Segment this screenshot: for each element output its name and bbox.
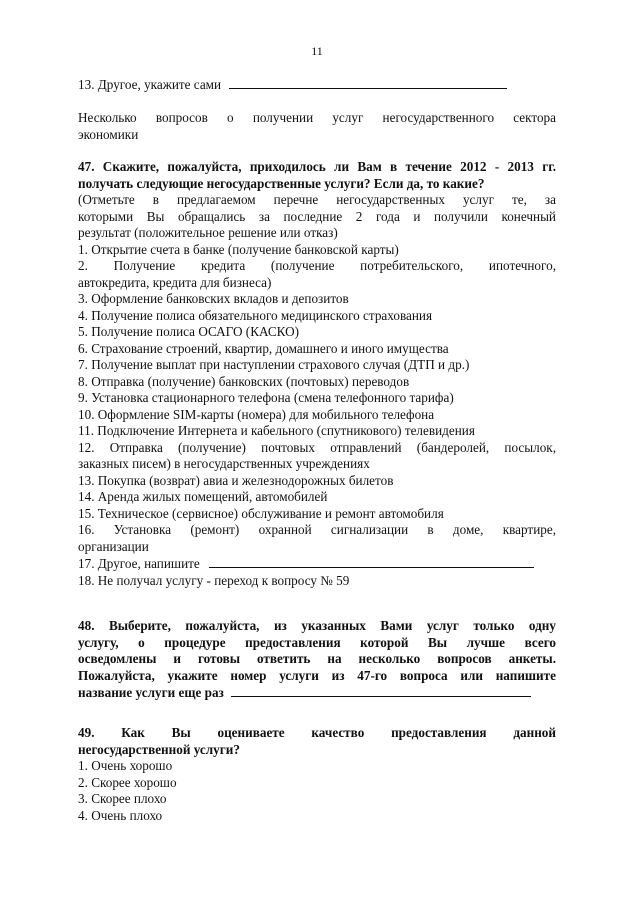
q47-option-other-row [78, 555, 556, 573]
q47-option[interactable]: 13. Покупка (возврат) авиа и железнодорожных билетов [78, 472, 394, 488]
q49-option[interactable]: 3. Скорее плохо [78, 791, 167, 806]
q48-line: 48. Выберите, пожалуйста, из указанных Вами услуг только одну [78, 618, 556, 633]
q47-option[interactable]: 6. Страхование строений, квартир, домашнего и иного имущества [78, 340, 449, 356]
q47-option[interactable]: 3. Оформление банковских вкладов и депозитов [78, 291, 349, 306]
q47-option[interactable]: 5. Получение полиса ОСАГО (КАСКО) [78, 324, 300, 339]
question-48 [78, 618, 556, 702]
q13-other-label: 13. Другое, укажите сами [78, 77, 222, 92]
section-intro [78, 110, 556, 143]
q47-option[interactable]: 8. Отправка (получение) банковских (почтовых) переводов [78, 373, 410, 389]
q13-other-row [78, 76, 556, 94]
q47-note-line: (Отметьте в предлагаемом перечне негосударственных услуг те, за [78, 192, 556, 207]
q47-option[interactable]: 7. Получение выплат при наступлении страхового случая (ДТП и др.) [78, 357, 470, 372]
q47-option[interactable]: 10. Оформление SIM-карты (номера) для мобильного телефона [78, 406, 435, 422]
intro-line: Несколько вопросов о получении услуг негосударственного сектора [78, 110, 556, 125]
q47-option[interactable]: 17. Другое, напишите [78, 556, 200, 571]
q47-option[interactable]: 2. Получение кредита (получение потребительского, ипотечного, [78, 258, 556, 273]
q48-answer-blank[interactable] [231, 684, 531, 697]
q47-title-line: получать следующие негосударственные услуги? Если да, то какие? [78, 175, 485, 191]
question-47 [78, 159, 556, 589]
question-49 [78, 725, 556, 824]
q49-title-line: 49. Как Вы оцениваете качество предоставления данной [78, 725, 556, 740]
q47-other-answer-blank[interactable] [209, 555, 534, 568]
page-number: 11 [311, 44, 323, 58]
q49-title-line: негосударственной услуги? [78, 741, 240, 757]
q49-option[interactable]: 4. Очень плохо [78, 807, 163, 823]
q48-line: Пожалуйста, укажите номер услуги из 47-го вопроса или напишите [78, 667, 556, 683]
q13-answer-blank[interactable] [229, 76, 507, 89]
q47-option[interactable]: 12. Отправка (получение) почтовых отправлений (бандеролей, посылок, [78, 439, 556, 455]
q47-option[interactable]: 18. Не получал услугу - переход к вопросу № 59 [78, 572, 350, 588]
q47-option[interactable]: 9. Установка стационарного телефона (смена телефонного тарифа) [78, 390, 454, 405]
q47-option[interactable]: 4. Получение полиса обязательного медицинского страхования [78, 307, 433, 323]
q47-title-line: 47. Скажите, пожалуйста, приходилось ли Вам в течение 2012 - 2013 гг. [78, 159, 556, 174]
q47-note-line: которыми Вы обращались за последние 2 года и получили конечный [78, 208, 556, 224]
q47-option[interactable]: 16. Установка (ремонт) охранной сигнализации в доме, квартире, [78, 522, 556, 537]
q48-line: осведомлены и готовы ответить на несколько вопросов анкеты. [78, 651, 556, 666]
q47-option[interactable]: 11. Подключение Интернета и кабельного (спутникового) телевидения [78, 423, 475, 438]
q49-option[interactable]: 1. Очень хорошо [78, 758, 173, 773]
q47-option[interactable]: 14. Аренда жилых помещений, автомобилей [78, 489, 328, 504]
q47-option-cont: организации [78, 538, 149, 554]
q47-note-line: результат (положительное решение или отказ) [78, 225, 338, 240]
q48-line: название услуги еще раз [78, 685, 224, 700]
q49-option[interactable]: 2. Скорее хорошо [78, 774, 177, 790]
q47-option[interactable]: 15. Техническое (сервисное) обслуживание и ремонт автомобиля [78, 505, 444, 521]
q47-option-cont: заказных писем) в негосударственных учреждениях [78, 456, 370, 471]
q47-option-cont: автокредита, кредита для бизнеса) [78, 274, 272, 290]
q48-last-row [78, 684, 556, 702]
intro-line: экономики [78, 126, 139, 142]
q48-line: услугу, о процедуре предоставления которой Вы лучше всего [78, 634, 556, 650]
q47-option[interactable]: 1. Открытие счета в банке (получение банковской карты) [78, 241, 399, 257]
